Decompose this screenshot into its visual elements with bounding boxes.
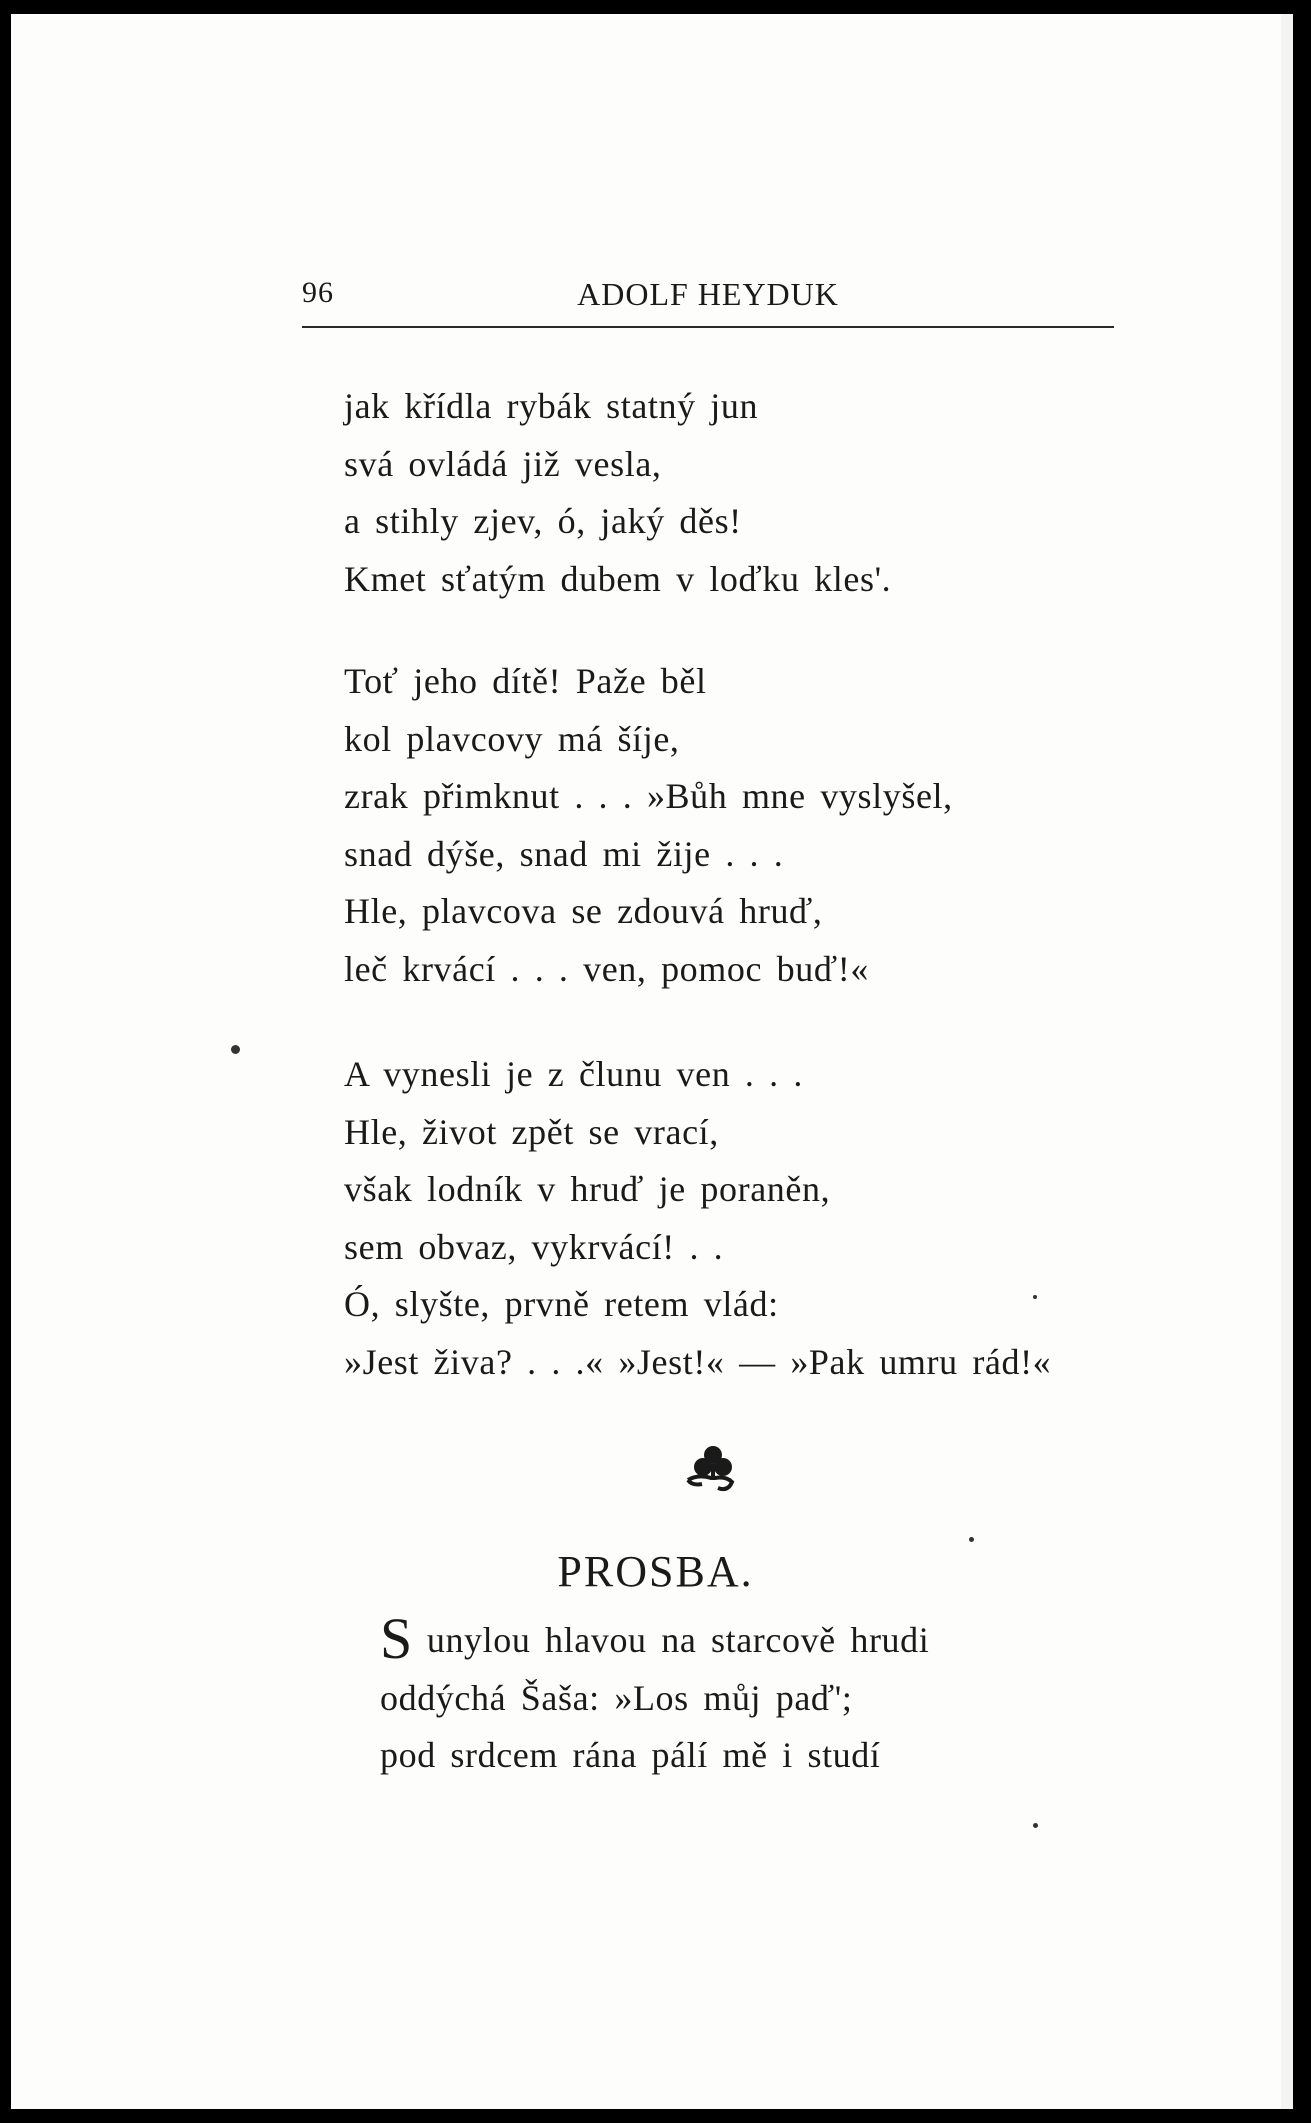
verse-line: snad dýše, snad mi žije . . . [344,833,784,874]
clover-ornament-icon [678,1442,748,1502]
section-body [380,1606,930,1785]
verse-line-text: unylou hlavou na starcově hrudi [426,1620,930,1660]
verse-line: kol plavcovy má šíje, [344,718,680,759]
verse-line: Kmet sťatým dubem v loďku kles'. [344,558,892,599]
page-header [302,272,1114,322]
ink-speck [1033,1823,1038,1828]
verse-line: zrak přimknut . . . »Bůh mne vyslyšel, [344,776,953,816]
header-rule [302,326,1114,328]
verse-line: oddýchá Šaša: »Los můj paď'; [380,1677,853,1718]
section-title: PROSBA. [557,1547,754,1596]
page-number: 96 [302,276,334,309]
page-edge [1281,14,1293,2109]
verse-line: »Jest živa? . . .« »Jest!« — »Pak umru rád!« [344,1341,1052,1382]
verse-line: Ó, slyšte, prvně retem vlád: [344,1284,779,1324]
verse-line: a stihly zjev, ó, jaký děs! [344,501,742,541]
verse-line: Toť jeho dítě! Paže běl [344,661,707,701]
ink-speck [969,1537,974,1542]
running-head: ADOLF HEYDUK [577,276,839,312]
ink-speck [1033,1295,1037,1299]
stanza-3 [344,1046,1051,1391]
verse-line: pod srdcem rána pálí mě i studí [380,1735,881,1775]
verse-line: však lodník v hruď je poraněn, [344,1169,831,1209]
verse-line: Hle, plavcova se zdouvá hruď, [344,891,823,931]
verse-line: A vynesli je z člunu ven . . . [344,1054,803,1094]
verse-line: jak křídla rybák statný jun [344,386,759,426]
drop-cap: S [380,1606,413,1671]
verse-line: sem obvaz, vykrvácí! . . [344,1226,724,1267]
stanza-1 [344,378,891,608]
ink-speck [231,1045,240,1054]
verse-line: leč krvácí . . . ven, pomoc buď!« [344,948,869,989]
verse-line: Hle, život zpět se vrací, [344,1111,719,1152]
verse-line: svá ovládá již vesla, [344,443,662,484]
verse-line-first [380,1606,930,1671]
stanza-2 [344,653,953,998]
